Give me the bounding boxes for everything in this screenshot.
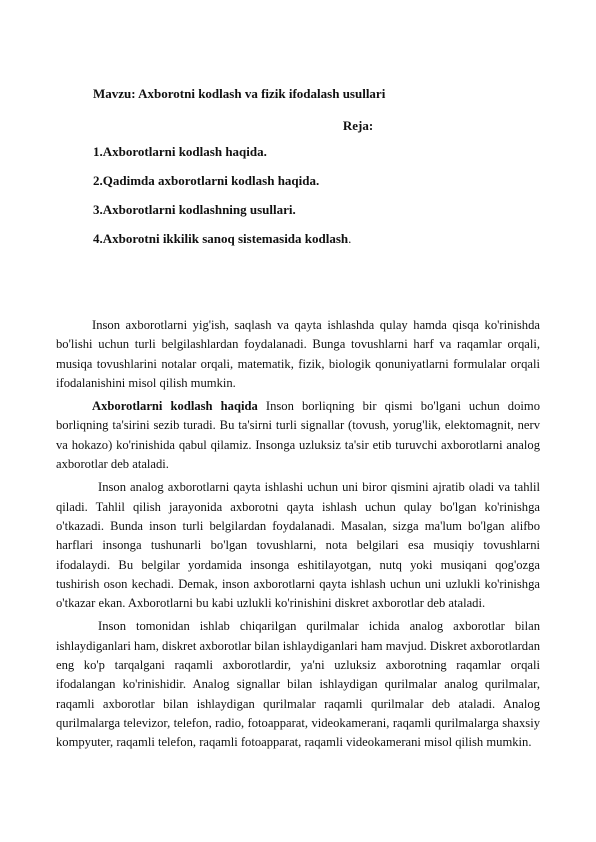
body-text — [56, 316, 540, 757]
plan-item-period: . — [348, 231, 352, 246]
plan-item: 1.Axborotlarni kodlash haqida. — [93, 144, 267, 159]
paragraph: Inson axborotlarni yig'ish, saqlash va qayta ishlashda qulay hamda qisqa ko'rinishda bo'lishi uchun turli belgilashlardan foydalanadi. Bunga tovushlarni harf va raqamlar orqali, musiqa tovushlarini notalar orqali, matematik, fizik, biologik qonuniyatlarni formulalar orqali ifodalanishini misol qilish mumkin. — [56, 318, 540, 390]
document-title: Mavzu: Axborotni kodlash va fizik ifodalash usullari — [93, 86, 386, 101]
plan-item: 3.Axborotlarni kodlashning usullari. — [93, 202, 296, 217]
plan-list — [93, 144, 351, 260]
paragraph-lead: Axborotlarni kodlash haqida — [92, 399, 258, 414]
plan-item: 4.Axborotni ikkilik sanoq sistemasida kodlash. — [93, 231, 352, 246]
paragraph: Inson analog axborotlarni qayta ishlashi uchun uni biror qismini ajratib oladi va tahlil qiladi. Tahlil qilish jarayonida axborotni qayta ishlash uchun qulay bo'lgan ko'rinishga o'tkazadi. Bunda inson turli belgilardan foydalanadi. Masalan, sizga ma'lum bo'lgan alifbo harflari insonga tushunarli bo'lgan tovushlarni, nota belgilari esa musiqiy tovushlarni ifodalaydi. Bu belgilar yordamida insonga eshitilayotgan, nutq yoki musiqani qog'ozga tushirish oson kechadi. Demak, inson axborotlarni qayta ishlash uchun uni uzlukli ko'rinishga o'tkazar ekan. Axborotlarni bu kabi uzlukli ko'rinishini diskret axborotlar deb ataladi. — [56, 480, 540, 611]
plan-item: 2.Qadimda axborotlarni kodlash haqida. — [93, 173, 320, 188]
paragraph — [56, 397, 540, 474]
paragraph-text: Inson borliqning bir qismi bo'lgani uchun doimo borliqning ta'sirini sezib turadi. Bu ta'sirni turli signallar (tovush, yorug'lik, elektomagnit, nerv va hokazo) ko'rinishida qabul qilamiz. Insonga uzluksiz ta'sir etib turuvchi axborotlarni analog axborotlar deb ataladi. — [56, 399, 540, 472]
plan-heading: Reja: — [342, 118, 374, 133]
paragraph: Inson tomonidan ishlab chiqarilgan qurilmalar ichida analog axborotlar bilan ishlaydiganlari ham, diskret axborotlar bilan ishlaydiganlari ham mavjud. Diskret axborotlardan eng ko'p tarqalgani raqamli axborotlardir, ya'ni uzluksiz axborotning raqamlar orqali ifodalangan ko'rinishidir. Analog signallar bilan ishlaydigan qurilmalar analog qurilmalar, raqamli axborotlar bilan ishlaydigan qurilmalar raqamli qurilmalar deb ataladi. Analog qurilmalarga televizor, telefon, radio, fotoapparat, videokamerani, raqamli qurilmalarga shaxsiy kompyuter, raqamli telefon, raqamli fotoapparat, raqamli videokamerani misol qilish mumkin. — [56, 619, 540, 750]
